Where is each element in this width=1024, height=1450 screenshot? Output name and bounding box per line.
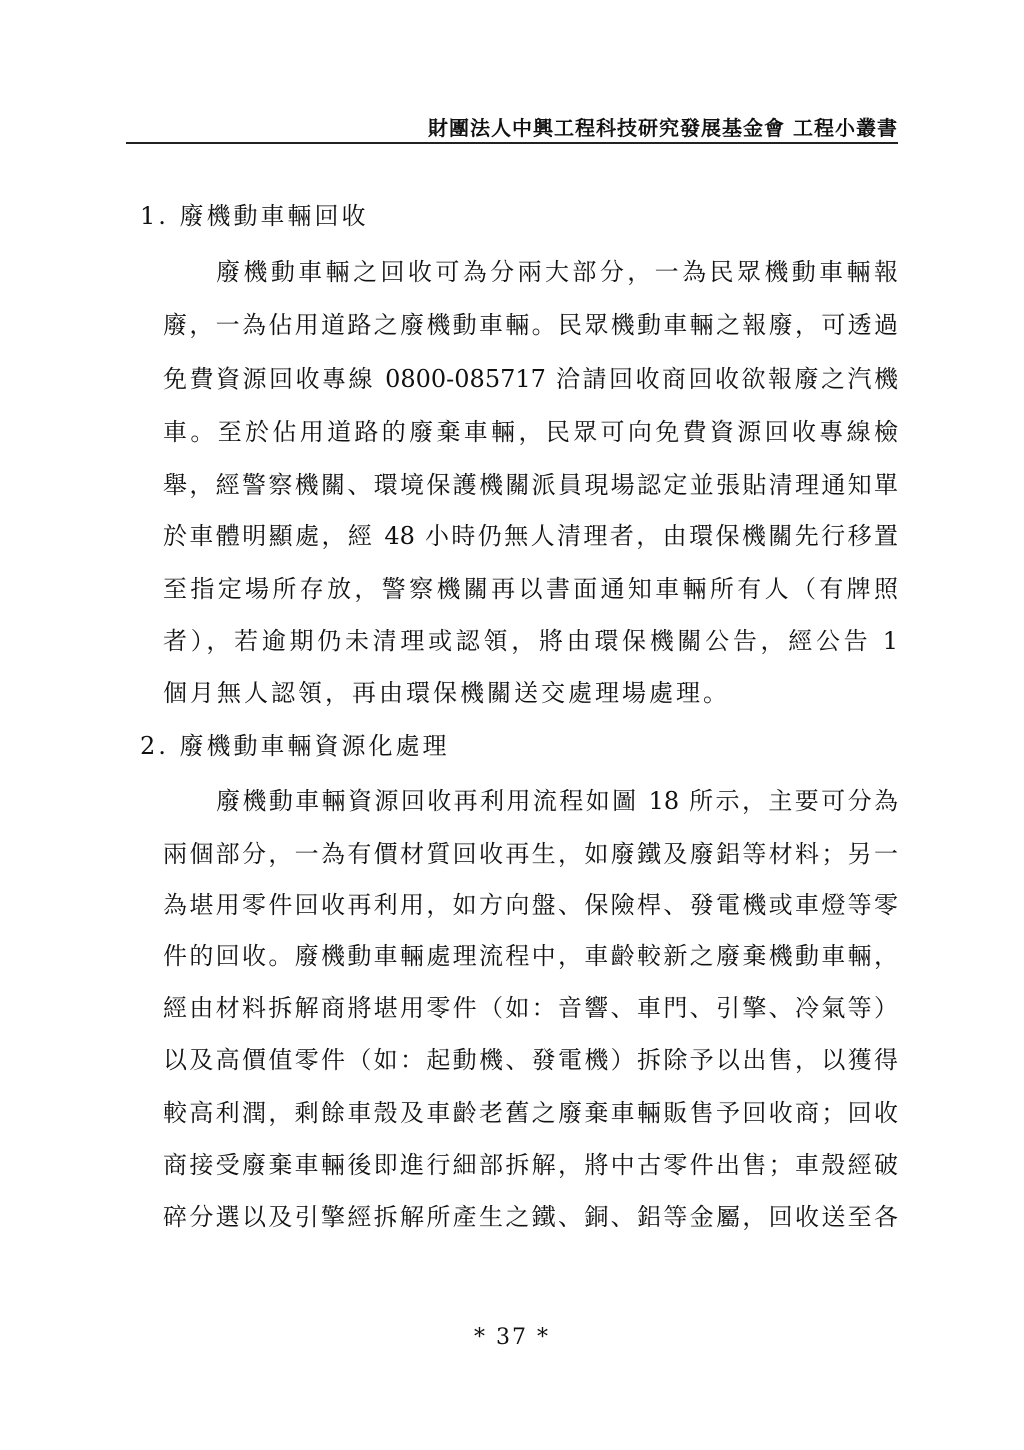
paragraph-line: 廢，一為佔用道路之廢機動車輛。民眾機動車輛之報廢，可透過 — [163, 311, 898, 339]
paragraph-line: 於車體明顯處，經 48 小時仍無人清理者，由環保機關先行移置 — [163, 522, 898, 550]
paragraph-line: 免費資源回收專線 0800-085717 洽請回收商回收欲報廢之汽機 — [163, 365, 898, 393]
paragraph-line: 件的回收。廢機動車輛處理流程中，車齡較新之廢棄機動車輛， — [163, 942, 898, 970]
paragraph-line: 個月無人認領，再由環保機關送交處理場處理。 — [163, 679, 730, 707]
paragraph-line: 商接受廢棄車輛後即進行細部拆解，將中古零件出售；車殼經破 — [163, 1151, 898, 1179]
paragraph-line: 廢機動車輛之回收可為分兩大部分，一為民眾機動車輛報 — [216, 258, 898, 286]
page-header — [126, 112, 898, 144]
paragraph-line: 以及高價值零件（如：起動機、發電機）拆除予以出售，以獲得 — [163, 1046, 898, 1074]
paragraph-line: 較高利潤，剩餘車殼及車齡老舊之廢棄車輛販售予回收商；回收 — [163, 1099, 898, 1127]
paragraph-line: 車。至於佔用道路的廢棄車輛，民眾可向免費資源回收專線檢 — [163, 418, 898, 446]
section-heading-1: 1. 廢機動車輛回收 — [140, 202, 369, 230]
paragraph-line: 者），若逾期仍未清理或認領，將由環保機關公告，經公告 1 — [163, 627, 898, 655]
paragraph-line: 舉，經警察機關、環境保護機關派員現場認定並張貼清理通知單 — [163, 471, 898, 499]
paragraph-line: 至指定場所存放，警察機關再以書面通知車輛所有人（有牌照 — [163, 575, 898, 603]
paragraph-line: 兩個部分，一為有價材質回收再生，如廢鐵及廢鋁等材料；另一 — [163, 840, 898, 868]
page-number: * 37 * — [474, 1325, 550, 1350]
header-title: 財團法人中興工程科技研究發展基金會 工程小叢書 — [428, 116, 898, 140]
paragraph-line: 廢機動車輛資源回收再利用流程如圖 18 所示，主要可分為 — [216, 787, 898, 815]
paragraph-line: 為堪用零件回收再利用，如方向盤、保險桿、發電機或車燈等零 — [163, 891, 898, 919]
paragraph-line: 經由材料拆解商將堪用零件（如：音響、車門、引擎、冷氣等） — [163, 994, 898, 1022]
paragraph-line: 碎分選以及引擎經拆解所產生之鐵、銅、鋁等金屬，回收送至各 — [163, 1203, 898, 1231]
section-heading-2: 2. 廢機動車輛資源化處理 — [140, 732, 450, 760]
